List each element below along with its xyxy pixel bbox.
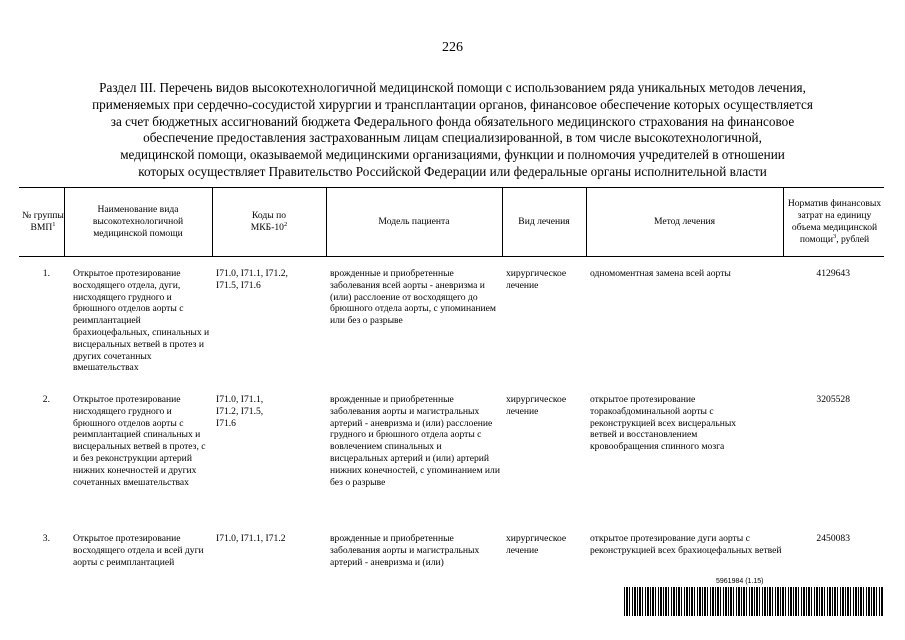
row-number: 3. <box>42 533 50 544</box>
row-method: открытое протезирование торакоабдоминальной аорты с реконструкцией всех висцеральных ветвей и восстановлением кровообращения спинного мозга <box>590 394 737 453</box>
heading-line: за счет бюджетных ассигнований бюджета Федерального фонда обязательного медицинского страхования на финансовое <box>110 113 795 129</box>
row-method: открытое протезирование дуги аорты с реконструкцией всех брахиоцефальных ветвей <box>590 533 782 556</box>
row-codes: I71.0, I71.1, I71.2 <box>216 533 286 544</box>
row-model: врожденные и приобретенные заболевания аорты и магистральных артерий - аневризма и (или) <box>330 533 480 568</box>
header-codes: Коды по МКБ-$10^2$ <box>250 210 288 233</box>
header-model: Модель пациента <box>378 216 450 227</box>
column-divider <box>502 187 503 257</box>
column-divider <box>326 187 327 257</box>
section-heading <box>20 80 885 181</box>
header-type: Вид лечения <box>518 216 570 227</box>
barcode-label: 5961984 (1.15) <box>716 578 764 585</box>
row-number: 1. <box>42 268 50 279</box>
header-method: Метод лечения <box>653 216 716 227</box>
row-model: врожденные и приобретенные заболевания аорты и магистральных артерий - аневризма и (или) расслоение грудного и брюшного отдела аорты с вовлечением спинальных и висцеральных артерий и (или) артерий нижних конечностей, с упоминанием или без о разрыве <box>330 394 500 488</box>
row-type: хирургическое лечение <box>506 533 567 556</box>
row-name: Открытое протезирование нисходящего грудного и брюшного отделов аорты с реимплантацией спинальных и висцеральных ветвей в протез, с и без реконструкции артерий нижних конечностей и других сочетанных вмешательствах <box>73 394 206 488</box>
heading-line: применяемых при сердечно-сосудистой хирургии и трансплантации органов, финансовое обеспечение которых осуществляется <box>92 96 813 112</box>
row-sum: 2450083 <box>816 533 850 544</box>
header-norm: Норматив финансовых затрат на единицу объема медицинской помощи$^3$, рублей <box>787 198 882 245</box>
column-divider <box>783 187 784 257</box>
row-model: врожденные и приобретенные заболевания всей аорты - аневризма и (или) расслоение от восходящего до брюшного отдела аорты, с упоминанием или без о разрыве <box>330 268 496 327</box>
header-name: Наименование вида высокотехнологичной медицинской помощи <box>92 204 184 239</box>
page-number: 226 <box>442 40 463 55</box>
row-type: хирургическое лечение <box>506 394 567 417</box>
heading-line: обеспечение предоставления застрахованным лицам специализированной, в том числе высокотехнологичной, <box>143 130 762 146</box>
row-type: хирургическое лечение <box>506 268 567 291</box>
row-number: 2. <box>42 394 50 405</box>
barcode-image <box>624 587 884 616</box>
row-sum: 4129643 <box>816 268 850 279</box>
table-header-rule <box>19 256 884 257</box>
column-divider <box>212 187 213 257</box>
header-group: № группы ВМП$^1$ <box>22 210 64 233</box>
heading-line: медицинской помощи, оказываемой медицинскими организациями, функции и полномочия учредителей в отношении <box>120 147 785 163</box>
column-divider <box>64 187 65 257</box>
row-name: Открытое протезирование восходящего отдела и всей дуги аорты с реимплантацией <box>73 533 204 568</box>
heading-line: которых осуществляет Правительство Российской Федерации или федеральные органы исполнительной власти <box>138 163 767 179</box>
column-divider <box>586 187 587 257</box>
row-codes: I71.0, I71.1, I71.2, I71.5, I71.6 <box>216 268 288 291</box>
row-sum: 3205528 <box>816 394 850 405</box>
row-name: Открытое протезирование восходящего отдела, дуги, нисходящего грудного и брюшного отделов аорты с реимплантацией брахиоцефальных, спинальных и висцеральных ветвей в протез и других сочетанных вмешательствах <box>73 268 210 374</box>
row-codes: I71.0, I71.1, I71.2, I71.5, I71.6 <box>216 394 264 429</box>
heading-line: Раздел III. Перечень видов высокотехнологичной медицинской помощи с использованием ряда уникальных методов лечения, <box>99 80 806 95</box>
row-method: одномоментная замена всей аорты <box>590 268 731 279</box>
